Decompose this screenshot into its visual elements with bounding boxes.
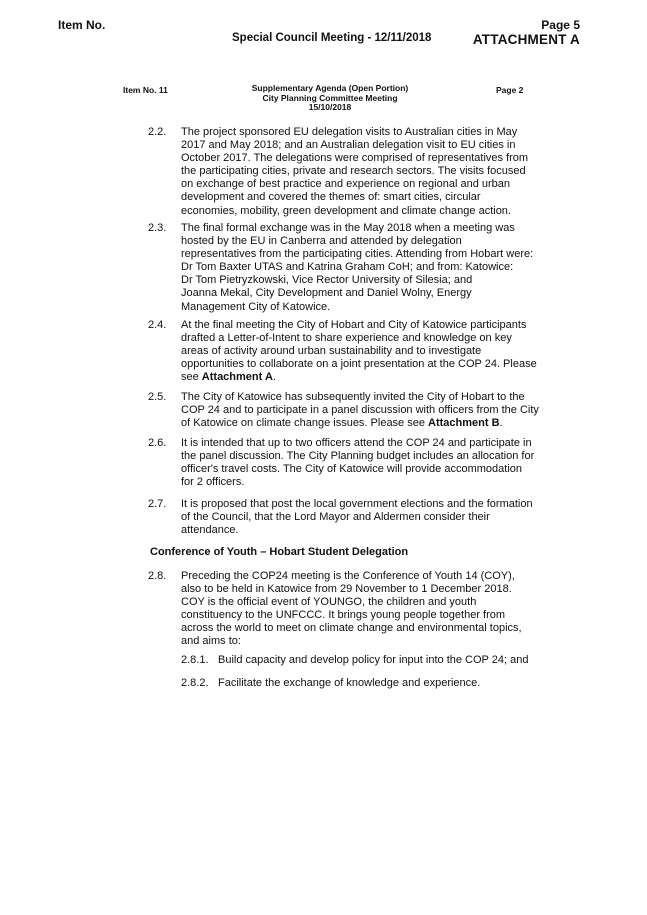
- text-line: The project sponsored EU delegation visits to Australian cities in May: [181, 126, 518, 138]
- text-line: the panel discussion. The City Planning budget includes an allocation for: [181, 450, 535, 463]
- text-line: It is intended that up to two officers attend the COP 24 and participate in: [181, 437, 532, 449]
- meeting-title: Special Council Meeting - 12/11/2018: [232, 32, 432, 44]
- text-fragment: of Katowice on climate change issues. Please see: [181, 417, 429, 430]
- sub-item-text: Build capacity and develop policy for input into the COP 24; and: [218, 654, 529, 666]
- paragraph-2-6: [148, 437, 535, 489]
- text-line: COP 24 and to participate in a panel discussion with officers from the City: [181, 404, 539, 417]
- text-line: areas of activity around urban sustainability and to investigate: [181, 345, 482, 358]
- paragraph-number: 2.6.: [148, 437, 167, 449]
- text-line: development and covered the themes of: smart cities, circular: [181, 191, 481, 204]
- text-line: drafted a Letter-of-Intent to share experience and knowledge on key: [181, 332, 512, 345]
- text-line: on exchange of best practice and experience on regional and urban: [181, 178, 511, 191]
- sub-item-number: 2.8.1.: [181, 654, 209, 666]
- text-line: At the final meeting the City of Hobart and City of Katowice participants: [181, 319, 527, 331]
- doc-page-number: Page 2: [496, 85, 524, 95]
- text-line: also to be held in Katowice from 29 November to 1 December 2018.: [181, 583, 512, 596]
- sub-item-text: Facilitate the exchange of knowledge and experience.: [218, 677, 481, 689]
- text-line: It is proposed that post the local government elections and the formation: [181, 498, 533, 510]
- page-number: Page 5: [541, 18, 580, 32]
- section-heading: Conference of Youth – Hobart Student Delegation: [150, 546, 409, 558]
- doc-title: [230, 84, 430, 113]
- text-fragment: .: [272, 371, 276, 384]
- paragraph-number: 2.7.: [148, 498, 167, 510]
- text-line: and aims to:: [181, 635, 241, 648]
- sub-item-2-8-1: [181, 654, 528, 667]
- text-line: economies, mobility, green development and climate change action.: [181, 204, 511, 217]
- text-line: representatives from the participating cities. Attending from Hobart were:: [181, 248, 534, 261]
- text-line: [181, 371, 528, 384]
- paragraph-number: 2.4.: [148, 319, 167, 331]
- text-line: across the world to meet on climate change and environmental topics,: [181, 622, 522, 635]
- paragraph-2-2: [148, 126, 528, 218]
- text-line: of the Council, that the Lord Mayor and Aldermen consider their: [181, 511, 490, 524]
- doc-title-line: Supplementary Agenda (Open Portion): [251, 83, 409, 93]
- text-line: Management City of Katowice.: [181, 300, 331, 313]
- paragraph-number: 2.8.: [148, 570, 167, 582]
- text-line: hosted by the EU in Canberra and attended by delegation: [181, 235, 462, 248]
- text-line: Dr Tom Baxter UTAS and Katrina Graham CoH; and from: Katowice:: [181, 261, 514, 274]
- paragraph-2-7: [148, 498, 533, 537]
- item-no-label: Item No.: [58, 18, 106, 32]
- paragraph-number: 2.5.: [148, 391, 167, 403]
- text-line: attendance.: [181, 524, 239, 537]
- paragraph-number: 2.3.: [148, 222, 167, 234]
- sub-item-number: 2.8.2.: [181, 677, 209, 689]
- doc-title-line: 15/10/2018: [308, 102, 352, 112]
- text-fragment: see: [181, 371, 202, 384]
- sub-item-2-8-2: [181, 677, 480, 690]
- text-line: COY is the official event of YOUNGO, the children and youth: [181, 596, 477, 609]
- text-line: [181, 417, 528, 430]
- text-line: The City of Katowice has subsequently invited the City of Hobart to the: [181, 391, 525, 403]
- text-line: Joanna Mekal, City Development and Daniel Wolny, Energy: [181, 287, 472, 300]
- text-line: opportunities to collaborate on a joint presentation at the COP 24. Please: [181, 358, 537, 371]
- attachment-b-reference: Attachment B: [428, 417, 500, 430]
- text-line: the participating cities, private and research sectors. The visits focused: [181, 165, 526, 178]
- paragraph-2-3: [148, 222, 534, 314]
- text-fragment: .: [499, 417, 503, 430]
- paragraph-2-5: [148, 391, 539, 430]
- doc-title-line: City Planning Committee Meeting: [262, 92, 398, 103]
- paragraph-2-4: [148, 319, 537, 384]
- paragraph-number: 2.2.: [148, 126, 167, 138]
- text-line: Dr Tom Pietryzkowski, Vice Rector University of Silesia; and: [181, 274, 473, 287]
- text-line: officer's travel costs. The City of Katowice will provide accommodation: [181, 463, 522, 476]
- text-line: 2017 and May 2018; and an Australian delegation visit to EU cities in: [181, 139, 516, 152]
- attachment-a-reference: Attachment A: [201, 371, 273, 384]
- text-line: Preceding the COP24 meeting is the Conference of Youth 14 (COY),: [181, 570, 515, 582]
- text-line: for 2 officers.: [181, 476, 245, 489]
- text-line: constituency to the UNFCCC. It brings young people together from: [181, 609, 506, 622]
- text-line: October 2017. The delegations were comprised of representatives from: [181, 152, 529, 165]
- doc-item-number: Item No. 11: [123, 85, 168, 95]
- attachment-label: ATTACHMENT A: [472, 32, 580, 47]
- text-line: The final formal exchange was in the May 2018 when a meeting was: [181, 222, 515, 234]
- paragraph-2-8: [148, 570, 528, 649]
